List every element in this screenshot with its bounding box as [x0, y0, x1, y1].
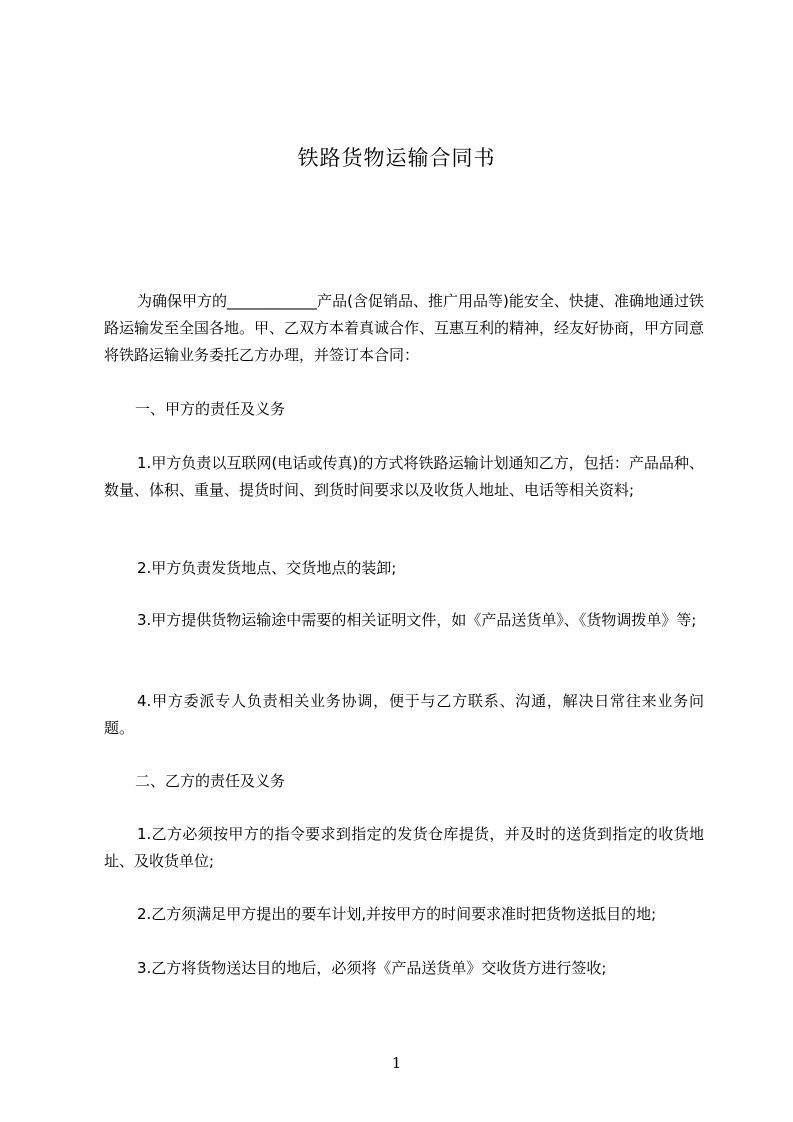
party-a-clause-3: 3.甲方提供货物运输途中需要的相关证明文件，如《产品送货单》、《货物调拨单》等; [137, 611, 697, 629]
party-a-clause-2: 2.甲方负责发货地点、交货地点的装卸; [137, 559, 397, 577]
party-b-clause-3: 3.乙方将货物送达目的地后，必须将《产品送货单》交收货方进行签收; [137, 959, 607, 977]
page-number: 1 [391, 1054, 402, 1072]
section-heading-party-b: 二、乙方的责任及义务 [135, 772, 286, 790]
section-heading-party-a: 一、甲方的责任及义务 [135, 400, 286, 418]
intro-paragraph: 为确保甲方的____________产品(含促销品、推广用品等)能安全、快捷、准确地通过铁路运输发至全国各地。甲、乙双方本着真诚合作、互惠互利的精神，经友好协商，甲方同意将铁路运输业务委托乙方办理，并签订本合同： [104, 292, 705, 364]
party-a-clause-1: 1.甲方负责以互联网(电话或传真)的方式将铁路运输计划通知乙方，包括：产品品种、数量、体积、重量、提货时间、到货时间要求以及收货人地址、电话等相关资料; [104, 454, 704, 499]
party-a-clause-4: 4.甲方委派专人负责相关业务协调，便于与乙方联系、沟通，解决日常往来业务问题。 [104, 692, 704, 737]
party-b-clause-1: 1.乙方必须按甲方的指令要求到指定的发货仓库提货，并及时的送货到指定的收货地址、及收货单位; [104, 825, 704, 870]
party-b-clause-2: 2.乙方须满足甲方提出的要车计划,并按甲方的时间要求准时把货物送抵目的地; [137, 905, 657, 923]
document-title: 铁路货物运输合同书 [297, 146, 496, 170]
